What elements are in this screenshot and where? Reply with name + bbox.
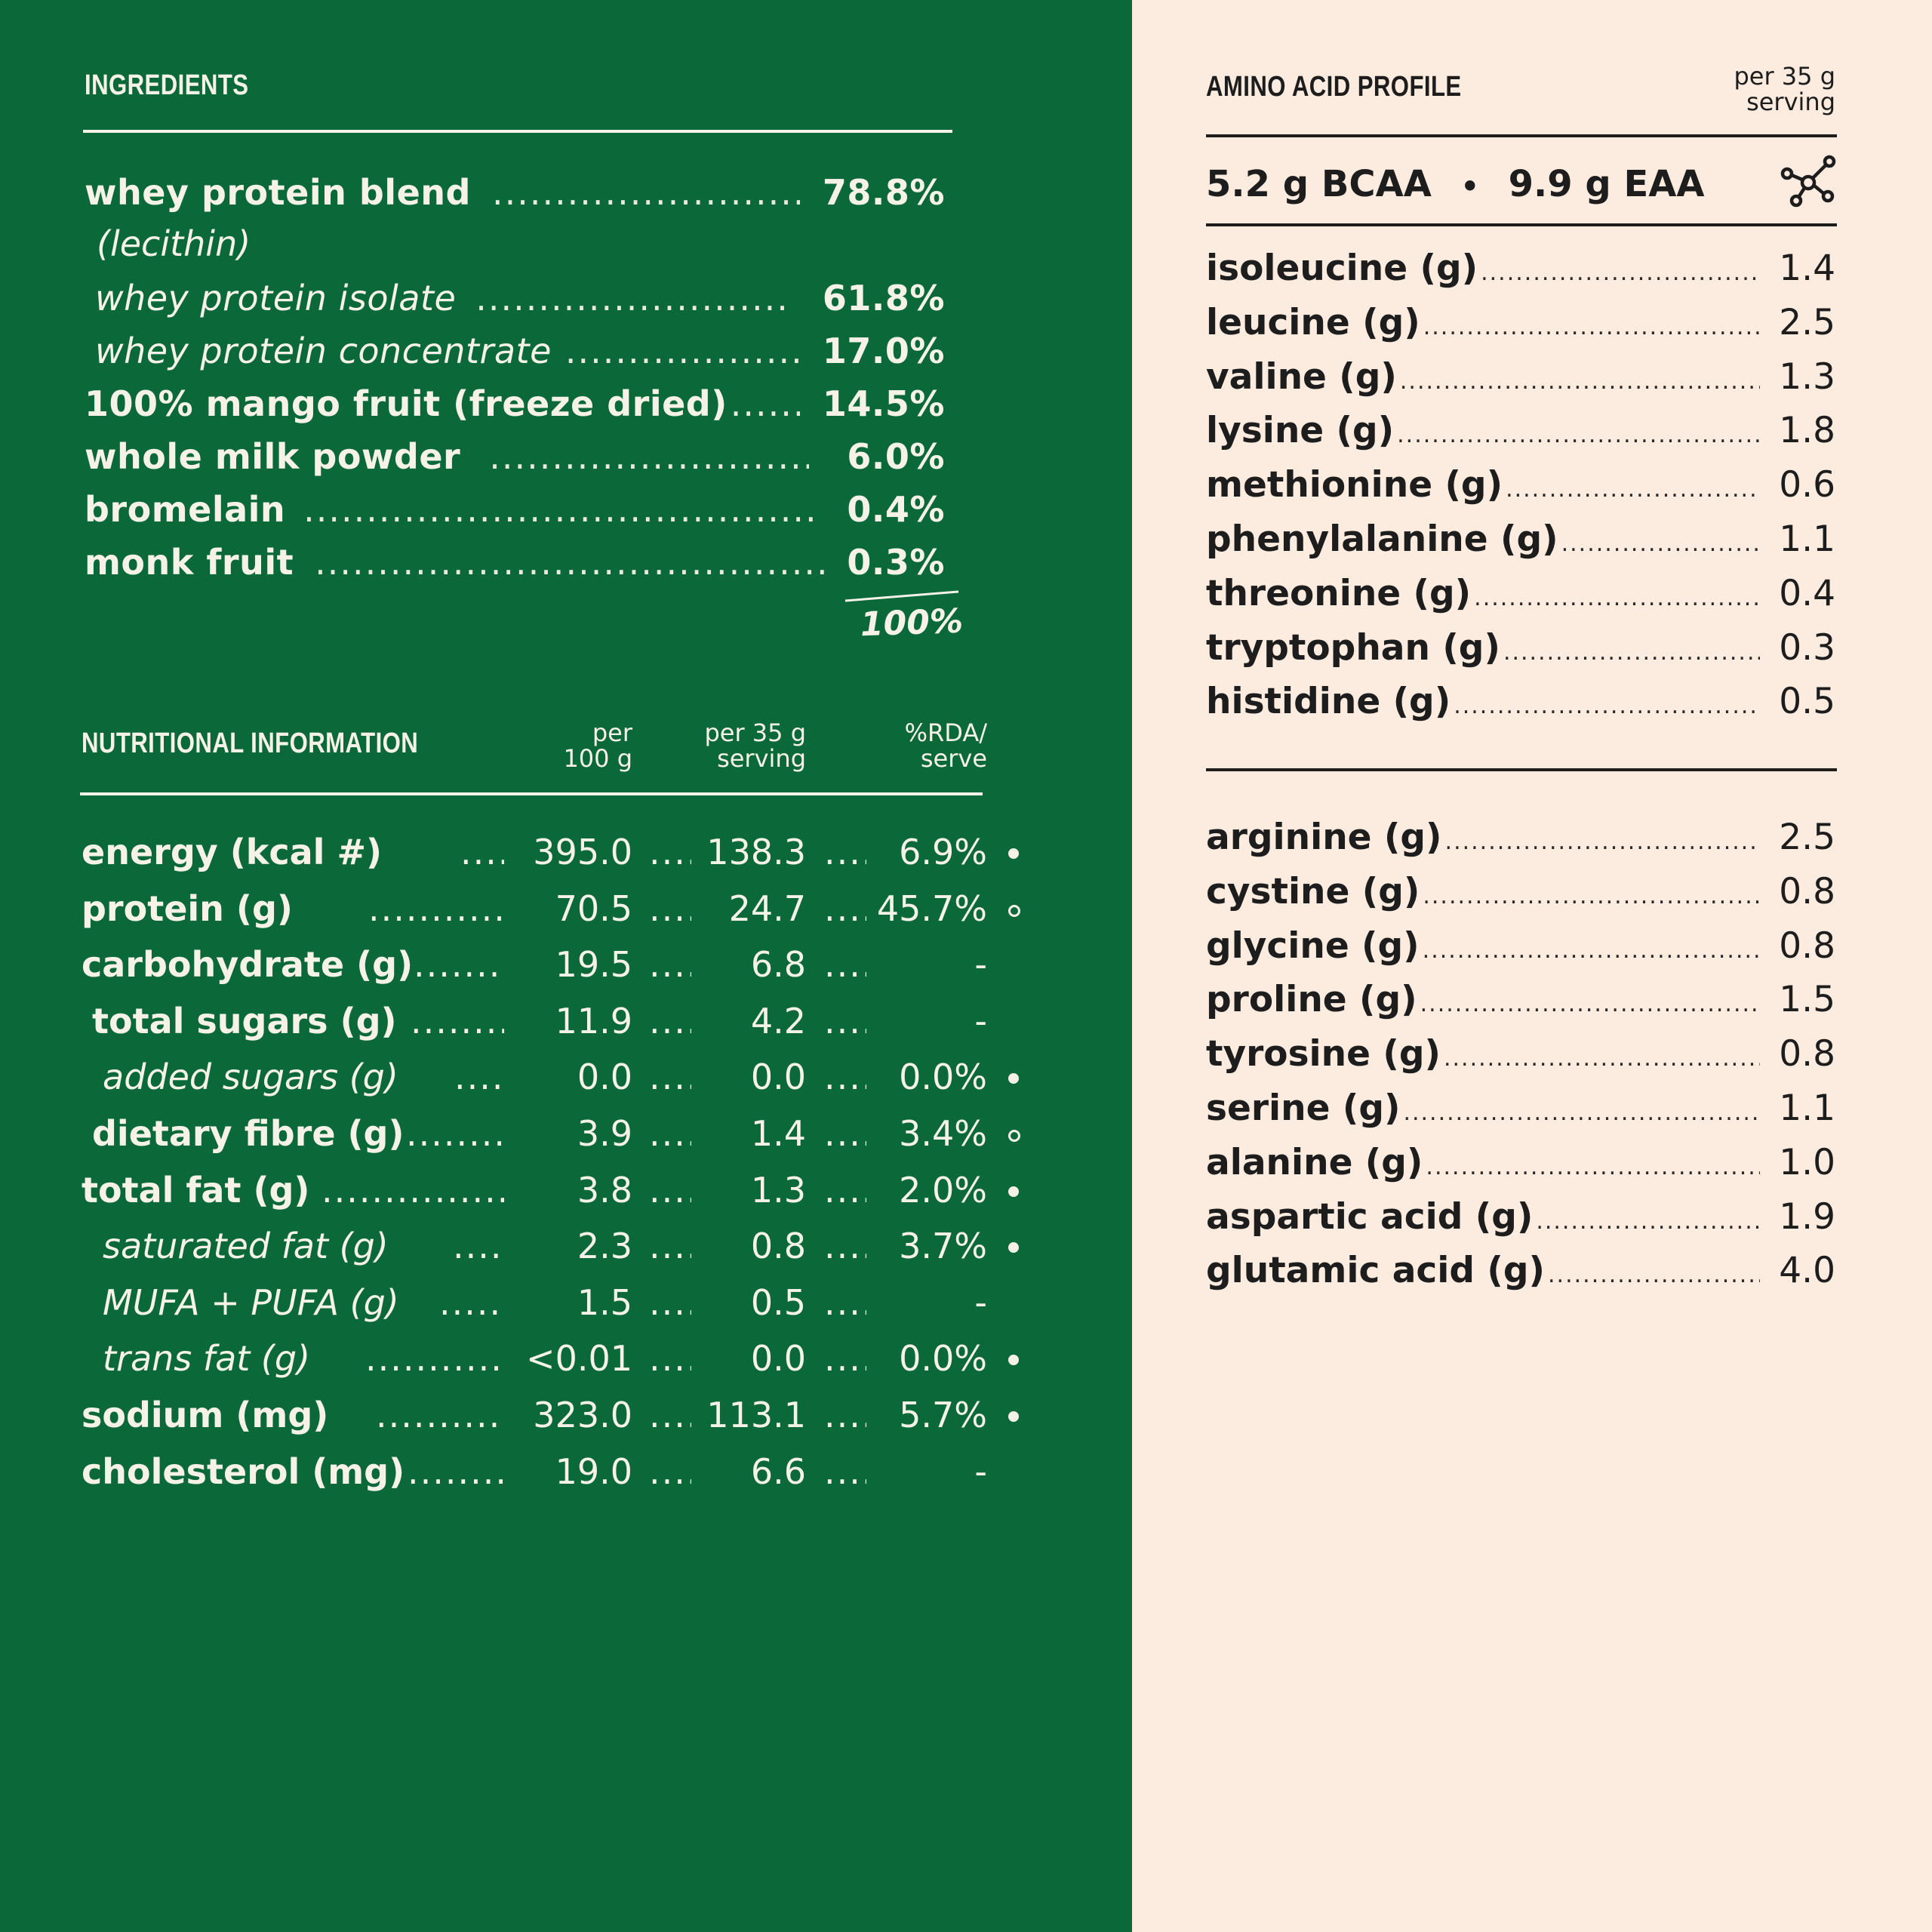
molecule-icon — [1780, 154, 1837, 208]
rda-value: 5.7% — [899, 1395, 987, 1435]
amino-value: 1.0 — [1779, 1141, 1835, 1183]
amino-row — [1206, 518, 1835, 560]
leader-dots — [1397, 422, 1760, 448]
nutrient-label: trans fat (g) — [103, 1338, 311, 1380]
nutrition-row — [82, 1226, 1063, 1271]
amino-label: isoleucine (g) — [1206, 248, 1478, 289]
ring-bullet-icon — [1008, 1130, 1020, 1142]
leader-dots — [824, 1451, 866, 1492]
amino-value: 0.6 — [1779, 464, 1835, 506]
per100-value: 0.0 — [577, 1057, 632, 1098]
leader-dots — [406, 1113, 504, 1154]
ingredient-label: monk fruit — [85, 542, 294, 583]
leader-dots — [1561, 531, 1760, 557]
serving-value: 0.0 — [750, 1338, 806, 1380]
nutrition-row — [82, 1113, 1063, 1158]
nutrition-row — [82, 1001, 1063, 1046]
nutrition-row — [82, 832, 1063, 877]
serving-value: 1.4 — [750, 1113, 806, 1154]
nutrition-row — [82, 1395, 1063, 1440]
amino-label: cystine (g) — [1206, 870, 1420, 912]
nutrient-label: protein (g) — [82, 888, 293, 929]
nutrition-row — [82, 1282, 1063, 1327]
leader-dots — [475, 278, 785, 318]
amino-label: valine (g) — [1206, 355, 1397, 398]
per100-value: 1.5 — [577, 1281, 632, 1323]
ingredient-label: bromelain — [85, 489, 286, 530]
filled-bullet-icon — [1008, 1355, 1019, 1365]
ingredient-label: whey protein isolate — [95, 278, 457, 318]
nutrient-label: saturated fat (g) — [103, 1226, 389, 1267]
nutrient-label: total fat (g) — [82, 1169, 310, 1211]
nutrient-label: added sugars (g) — [103, 1057, 398, 1098]
amino-row — [1206, 573, 1835, 614]
amino-label: tryptophan (g) — [1206, 626, 1500, 669]
ingredient-row — [95, 278, 945, 318]
ingredient-label: 100% mango fruit (freeze dried) — [85, 383, 728, 424]
amino-row — [1206, 817, 1835, 858]
leader-dots — [649, 832, 691, 872]
leader-dots — [824, 832, 866, 872]
rda-value: 3.4% — [899, 1113, 987, 1154]
leader-dots — [649, 1451, 691, 1492]
amino-value: 0.5 — [1779, 681, 1835, 723]
per100-value: 2.3 — [577, 1226, 632, 1267]
amino-value: 0.4 — [1779, 572, 1835, 614]
amino-value: 0.8 — [1779, 1033, 1835, 1075]
filled-bullet-icon — [1008, 1073, 1019, 1084]
nutrient-label: cholesterol (mg) — [82, 1451, 405, 1492]
nutrition-row — [82, 944, 1063, 989]
rda-value: 2.0% — [899, 1169, 987, 1211]
ring-bullet-icon — [1008, 905, 1020, 917]
leader-dots — [824, 888, 866, 929]
right-panel — [1132, 0, 1932, 1932]
leader-dots — [649, 1338, 691, 1379]
leader-dots — [454, 1057, 504, 1097]
rda-value: 45.7% — [876, 888, 987, 929]
amino-row — [1206, 1142, 1835, 1183]
amino-value: 4.0 — [1779, 1250, 1835, 1292]
ingredient-label: whey protein concentrate — [95, 331, 552, 371]
amino-label: arginine (g) — [1206, 817, 1442, 858]
amino-value: 1.1 — [1779, 518, 1835, 560]
per100-value: 323.0 — [533, 1395, 632, 1435]
amino-row — [1206, 1196, 1835, 1238]
amino-value: 1.3 — [1779, 355, 1835, 398]
amino-summary-rule — [1206, 223, 1837, 226]
nutrient-label: MUFA + PUFA (g) — [103, 1281, 399, 1323]
per100-value: 70.5 — [555, 888, 632, 929]
leader-dots — [368, 888, 504, 929]
amino-row — [1206, 979, 1835, 1020]
amino-label: proline (g) — [1206, 979, 1417, 1021]
nutrition-row — [82, 1451, 1063, 1497]
amino-label: glutamic acid (g) — [1206, 1250, 1546, 1292]
leader-dots — [1403, 1100, 1760, 1126]
ingredient-value: 0.4% — [847, 489, 945, 530]
leader-dots — [1481, 260, 1760, 286]
amino-value: 2.5 — [1779, 817, 1835, 858]
leader-dots — [408, 1451, 504, 1492]
amino-value: 1.4 — [1779, 248, 1835, 289]
leader-dots — [453, 1226, 504, 1266]
ingredient-label: whey protein blend — [85, 172, 471, 213]
amino-label: phenylalanine (g) — [1206, 518, 1558, 560]
per100-value: <0.01 — [526, 1338, 632, 1380]
rda-value: 0.0% — [899, 1057, 987, 1098]
bcaa-total: 5.2 g BCAA — [1206, 163, 1432, 205]
leader-dots — [649, 1282, 691, 1323]
leader-dots — [414, 944, 504, 985]
amino-label: serine (g) — [1206, 1088, 1401, 1129]
leader-dots — [824, 1338, 866, 1379]
leader-dots — [824, 1001, 866, 1041]
per100-value: 11.9 — [555, 1000, 632, 1041]
leader-dots — [731, 383, 800, 424]
amino-top-rule — [1206, 134, 1837, 137]
nutrient-label: sodium (mg) — [82, 1395, 329, 1435]
ingredients-rule — [83, 130, 952, 133]
leader-dots — [489, 436, 809, 477]
leader-dots — [492, 172, 800, 213]
ingredients-total: 100% — [860, 601, 964, 645]
amino-value: 0.8 — [1779, 924, 1835, 967]
serving-value: 6.6 — [750, 1451, 806, 1492]
leader-dots — [649, 1170, 691, 1211]
per100-value: 3.8 — [577, 1169, 632, 1211]
amino-label: methionine (g) — [1206, 464, 1503, 506]
amino-value: 0.3 — [1779, 626, 1835, 669]
leader-dots — [565, 331, 800, 371]
ingredient-row — [95, 331, 945, 371]
amino-row — [1206, 871, 1835, 912]
amino-label: leucine (g) — [1206, 301, 1420, 343]
amino-label: glycine (g) — [1206, 924, 1420, 967]
eaa-total: 9.9 g EAA — [1508, 163, 1705, 205]
ingredient-note: (lecithin) — [97, 223, 251, 264]
serving-value: 0.8 — [750, 1226, 806, 1267]
amino-label: lysine (g) — [1206, 410, 1395, 452]
amino-summary — [1206, 163, 1705, 205]
leader-dots — [321, 1170, 504, 1211]
ingredient-value: 0.3% — [847, 542, 945, 583]
amino-row — [1206, 356, 1835, 398]
serving-value: 0.5 — [750, 1281, 806, 1323]
amino-value: 1.8 — [1779, 410, 1835, 452]
serving-value: 1.3 — [750, 1169, 806, 1211]
leader-dots — [824, 1113, 866, 1154]
amino-row — [1206, 248, 1835, 289]
leader-dots — [649, 888, 691, 929]
nutrient-label: total sugars (g) — [92, 1000, 397, 1041]
amino-label: alanine (g) — [1206, 1141, 1423, 1183]
filled-bullet-icon — [1008, 1411, 1019, 1422]
serving-value: 6.8 — [750, 944, 806, 986]
leader-dots — [1474, 585, 1760, 611]
ingredient-label: whole milk powder — [85, 436, 461, 477]
serving-value: 4.2 — [750, 1000, 806, 1041]
leader-dots — [1503, 639, 1760, 666]
amino-row — [1206, 302, 1835, 343]
per100-value: 395.0 — [533, 832, 632, 872]
leader-dots — [824, 1226, 866, 1266]
leader-dots — [1506, 476, 1760, 503]
nutrient-label: dietary fibre (g) — [92, 1113, 405, 1154]
rda-value: - — [974, 1451, 987, 1492]
ingredient-value: 61.8% — [822, 278, 945, 318]
filled-bullet-icon — [1008, 1186, 1019, 1197]
rda-value: - — [974, 1000, 987, 1041]
amino-mid-rule — [1206, 768, 1837, 771]
nutrition-heading: NUTRITIONAL INFORMATION — [82, 728, 419, 759]
amino-label: threonine (g) — [1206, 572, 1472, 614]
ingredient-row — [85, 542, 945, 583]
leader-dots — [649, 1113, 691, 1154]
ingredients-heading: INGREDIENTS — [85, 69, 249, 101]
leader-dots — [824, 1057, 866, 1097]
serving-value: 0.0 — [750, 1057, 806, 1098]
leader-dots — [460, 832, 504, 872]
serving-value: 24.7 — [728, 888, 806, 929]
nutrition-rule — [80, 792, 983, 795]
leader-dots — [649, 1001, 691, 1041]
serving-value: 113.1 — [706, 1395, 806, 1435]
amino-row — [1206, 1033, 1835, 1075]
leader-dots — [1444, 1045, 1760, 1072]
leader-dots — [439, 1282, 504, 1323]
leader-dots — [1400, 368, 1760, 395]
nutrition-row — [82, 1057, 1063, 1102]
filled-bullet-icon — [1008, 848, 1019, 859]
amino-value: 2.5 — [1779, 301, 1835, 343]
leader-dots — [1426, 1154, 1760, 1180]
leader-dots — [824, 944, 866, 985]
ingredient-value: 14.5% — [822, 383, 945, 424]
leader-dots — [649, 1226, 691, 1266]
col-rda-header: %RDA/ serve — [904, 718, 987, 773]
ingredient-row — [85, 489, 945, 530]
leader-dots — [411, 1001, 504, 1041]
leader-dots — [1420, 991, 1760, 1017]
leader-dots — [1454, 693, 1760, 719]
serving-value: 138.3 — [706, 832, 806, 872]
ingredient-row — [85, 172, 945, 213]
ingredient-value: 6.0% — [847, 436, 945, 477]
amino-value: 1.9 — [1779, 1195, 1835, 1238]
per100-value: 3.9 — [577, 1113, 632, 1154]
amino-row — [1206, 925, 1835, 967]
amino-label: histidine (g) — [1206, 681, 1451, 723]
leader-dots — [649, 1057, 691, 1097]
ingredient-value: 17.0% — [822, 331, 945, 371]
leader-dots — [303, 489, 818, 530]
leader-dots — [649, 944, 691, 985]
leader-dots — [1423, 937, 1760, 964]
amino-label: aspartic acid (g) — [1206, 1195, 1534, 1238]
amino-serving-note: per 35 g serving — [1734, 62, 1835, 116]
leader-dots — [649, 1395, 691, 1435]
nutrition-row — [82, 1170, 1063, 1215]
amino-row — [1206, 627, 1835, 669]
rda-value: 0.0% — [899, 1338, 987, 1380]
amino-value: 1.1 — [1779, 1088, 1835, 1129]
nutrition-row — [82, 888, 1063, 934]
ingredient-row — [85, 383, 945, 424]
leader-dots — [1423, 314, 1760, 340]
leader-dots — [824, 1395, 866, 1435]
leader-dots — [376, 1395, 504, 1435]
col-serving-header: per 35 g serving — [704, 718, 806, 773]
ingredient-value: 78.8% — [822, 172, 945, 213]
leader-dots — [824, 1282, 866, 1323]
summary-separator: • — [1460, 170, 1479, 203]
per100-value: 19.0 — [555, 1451, 632, 1492]
rda-value: 3.7% — [899, 1226, 987, 1267]
ingredient-row — [85, 436, 945, 477]
amino-row — [1206, 410, 1835, 451]
leader-dots — [365, 1338, 504, 1379]
amino-row — [1206, 681, 1835, 722]
leader-dots — [1536, 1208, 1760, 1235]
rda-value: 6.9% — [899, 832, 987, 872]
filled-bullet-icon — [1008, 1242, 1019, 1253]
amino-row — [1206, 1088, 1835, 1129]
leader-dots — [1445, 829, 1760, 855]
leader-dots — [1423, 883, 1760, 909]
col-per100-header: per 100 g — [563, 718, 632, 773]
rda-value: - — [974, 944, 987, 986]
leader-dots — [315, 542, 824, 583]
leader-dots — [824, 1170, 866, 1211]
amino-heading: AMINO ACID PROFILE — [1206, 71, 1462, 103]
amino-value: 0.8 — [1779, 870, 1835, 912]
total-underline — [844, 589, 960, 604]
amino-row — [1206, 464, 1835, 506]
nutrition-row — [82, 1338, 1063, 1383]
amino-value: 1.5 — [1779, 979, 1835, 1021]
nutrient-label: energy (kcal #) — [82, 832, 383, 872]
amino-label: tyrosine (g) — [1206, 1033, 1441, 1075]
leader-dots — [1548, 1262, 1760, 1288]
nutrient-label: carbohydrate (g) — [82, 944, 414, 986]
per100-value: 19.5 — [555, 944, 632, 986]
amino-row — [1206, 1250, 1835, 1291]
rda-value: - — [974, 1281, 987, 1323]
